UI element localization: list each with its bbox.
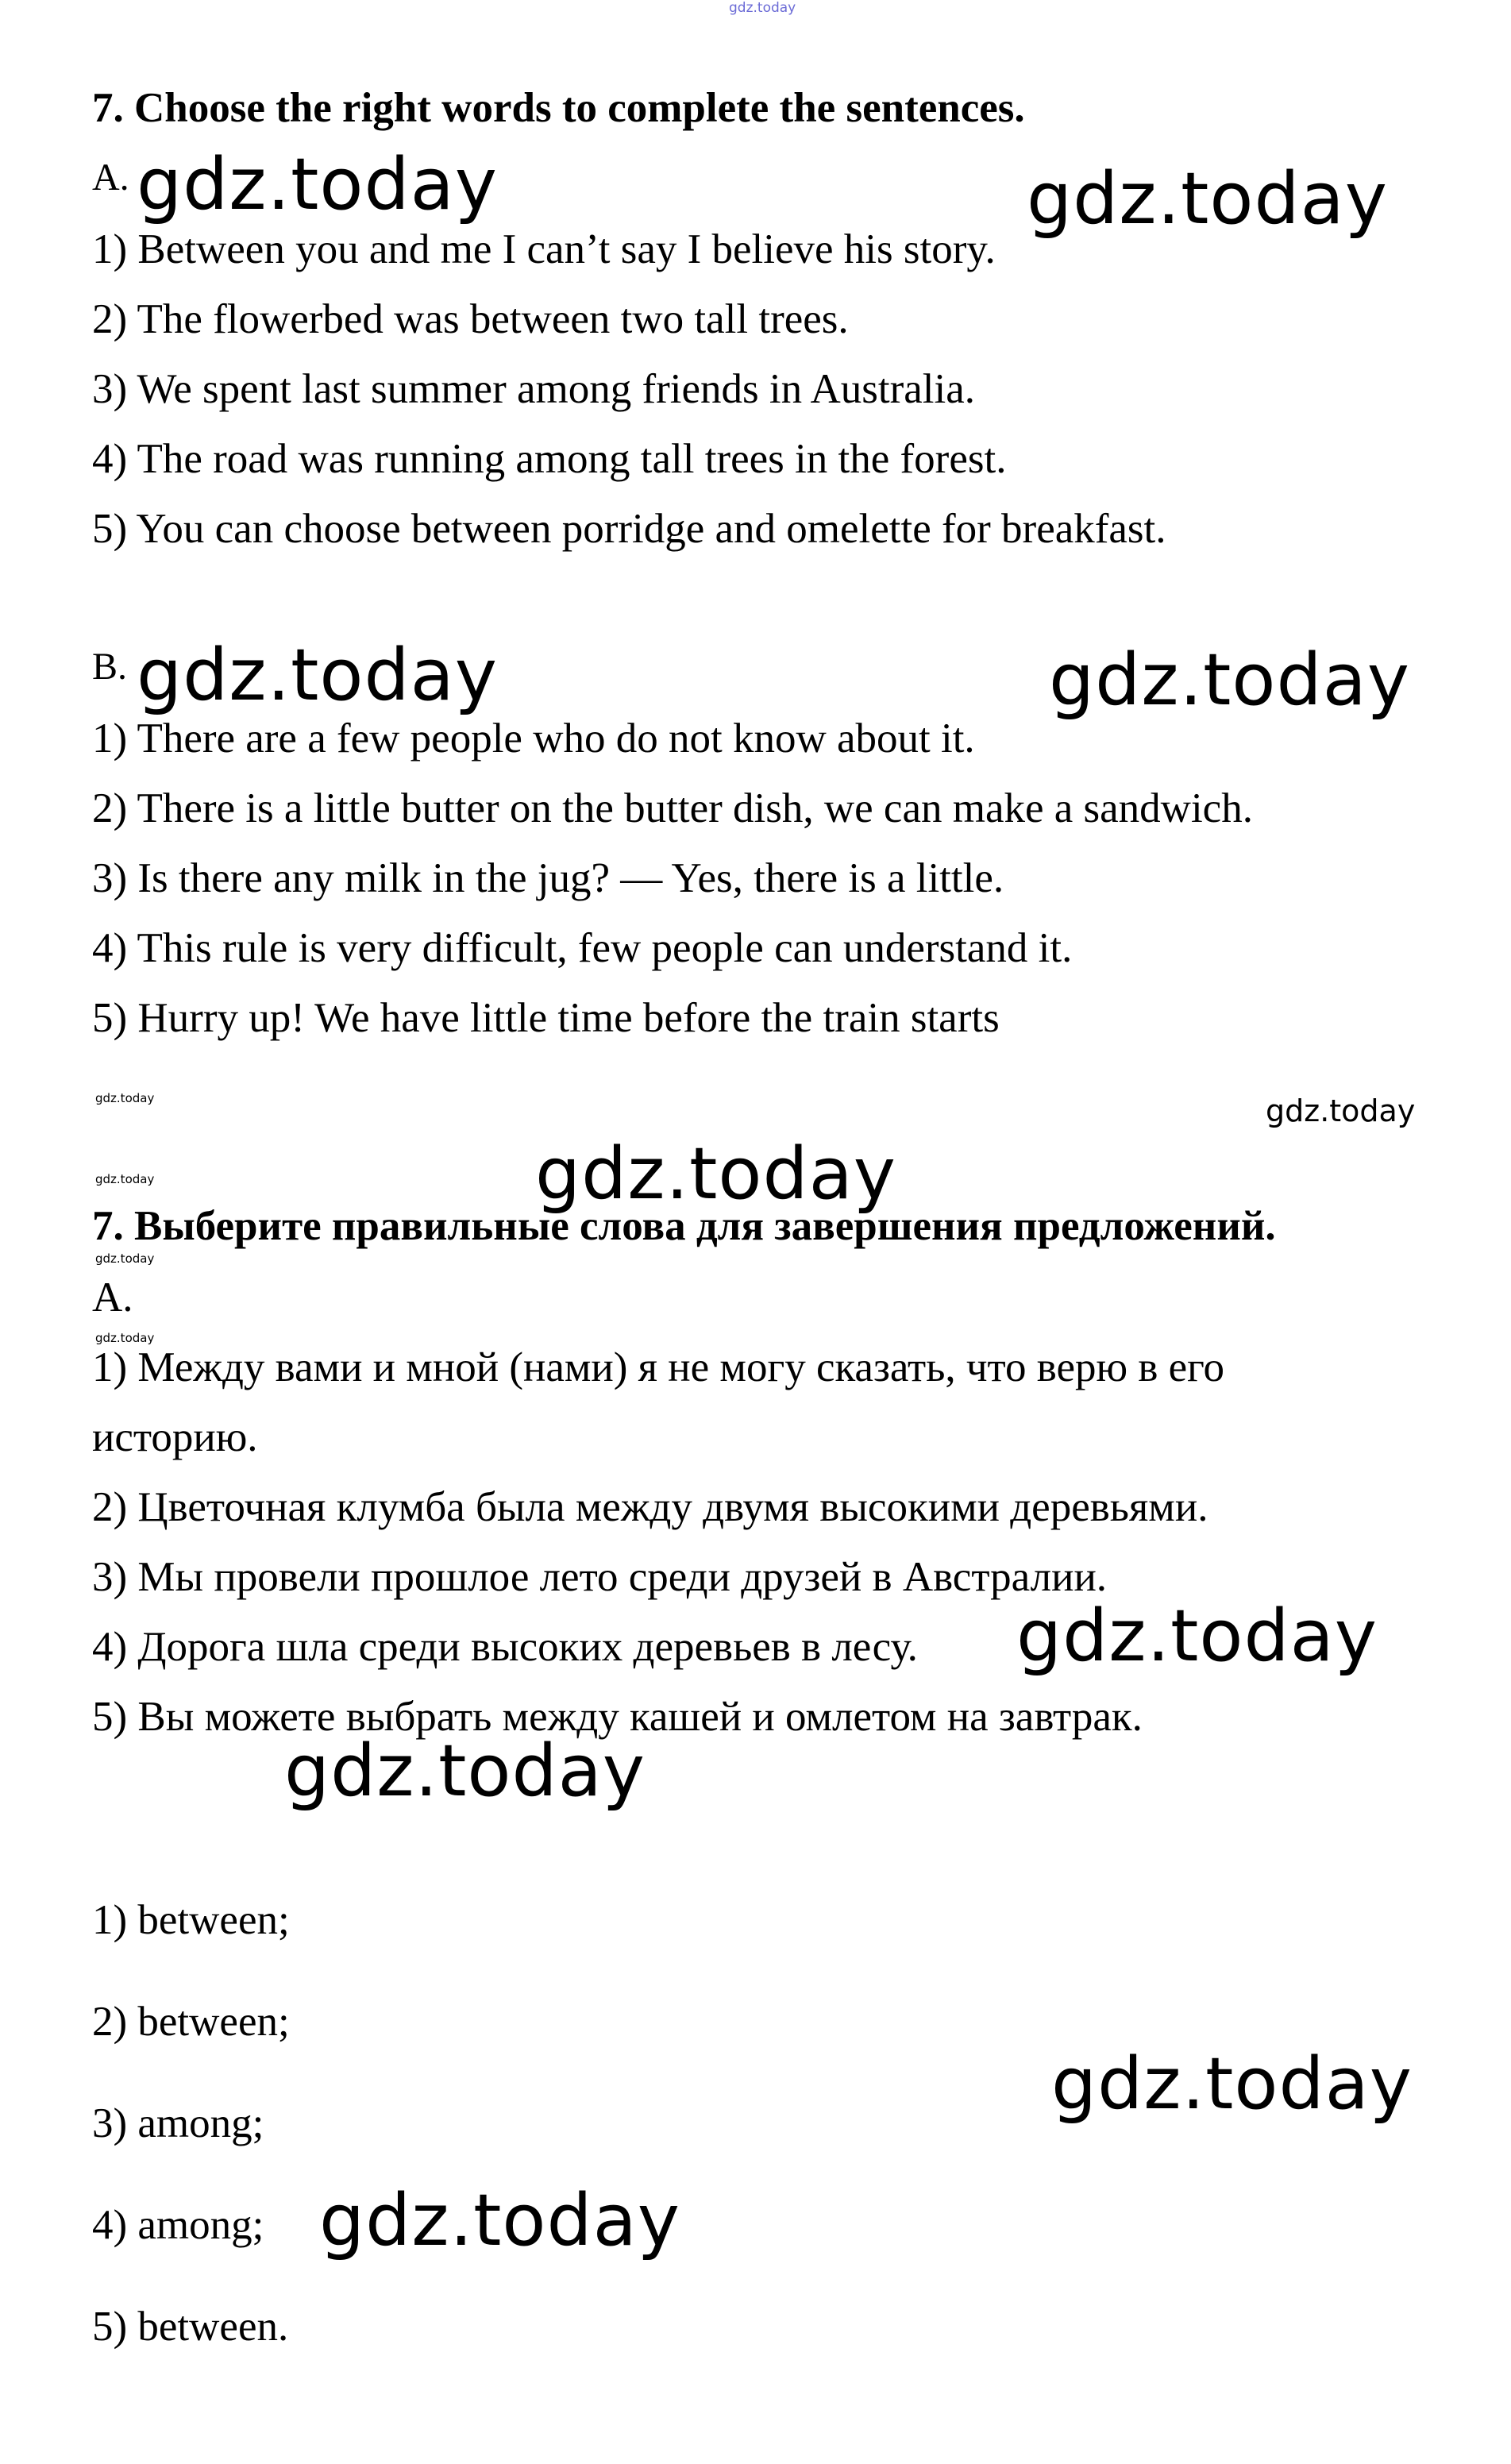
english-a-item-4: 4) The road was running among tall trees in the forest. (92, 436, 1007, 482)
watermark-top: gdz.today (729, 0, 796, 16)
watermark: gdz.today (137, 634, 499, 717)
watermark: gdz.today (535, 1132, 897, 1216)
watermark: gdz.today (1016, 1594, 1378, 1678)
english-section-a-label: A. (92, 156, 129, 199)
answer-1: 1) between; (92, 1897, 290, 1943)
english-b-item-5: 5) Hurry up! We have little time before the train starts (92, 995, 1000, 1041)
watermark: gdz.today (137, 143, 499, 226)
english-a-item-3: 3) We spent last summer among friends in Australia. (92, 366, 975, 412)
watermark: gdz.today (1049, 638, 1411, 722)
russian-a-item-1-line-2: историю. (92, 1414, 258, 1460)
watermark: gdz.today (284, 1729, 646, 1813)
english-a-item-5: 5) You can choose between porridge and omelette for breakfast. (92, 506, 1166, 552)
russian-a-item-1-line-1: 1) Между вами и мной (нами) я не могу сказать, что верю в его (92, 1344, 1225, 1390)
english-heading: 7. Choose the right words to complete the sentences. (92, 85, 1025, 131)
watermark-small: gdz.today (95, 1172, 155, 1186)
watermark-small: gdz.today (95, 1251, 155, 1266)
russian-a-item-5: 5) Вы можете выбрать между кашей и омлетом на завтрак. (92, 1694, 1143, 1740)
english-b-item-1: 1) There are a few people who do not know about it. (92, 715, 975, 762)
answer-2: 2) between; (92, 1999, 290, 2045)
answer-5: 5) between. (92, 2304, 289, 2350)
watermark-small: gdz.today (95, 1331, 155, 1345)
watermark: gdz.today (1027, 157, 1389, 241)
watermark: gdz.today (1051, 2042, 1413, 2126)
english-b-item-3: 3) Is there any milk in the jug? — Yes, there is a little. (92, 855, 1004, 901)
russian-section-a-label: A. (92, 1274, 133, 1321)
english-b-item-4: 4) This rule is very difficult, few people can understand it. (92, 925, 1073, 971)
russian-a-item-4: 4) Дорога шла среди высоких деревьев в лесу. (92, 1624, 918, 1670)
watermark-medium: gdz.today (1266, 1093, 1416, 1128)
english-section-b-label: B. (92, 646, 128, 688)
watermark-small: gdz.today (95, 1091, 155, 1105)
russian-a-item-3: 3) Мы провели прошлое лето среди друзей в Австралии. (92, 1554, 1108, 1600)
english-a-item-1: 1) Between you and me I can’t say I believe his story. (92, 226, 996, 272)
english-b-item-2: 2) There is a little butter on the butter dish, we can make a sandwich. (92, 785, 1253, 831)
answer-4: 4) among; (92, 2202, 264, 2248)
answer-3: 3) among; (92, 2100, 264, 2146)
russian-a-item-2: 2) Цветочная клумба была между двумя высокими деревьями. (92, 1484, 1208, 1530)
english-a-item-2: 2) The flowerbed was between two tall trees. (92, 296, 849, 342)
russian-heading: 7. Выберите правильные слова для завершения предложений. (92, 1203, 1276, 1249)
watermark: gdz.today (319, 2179, 681, 2262)
